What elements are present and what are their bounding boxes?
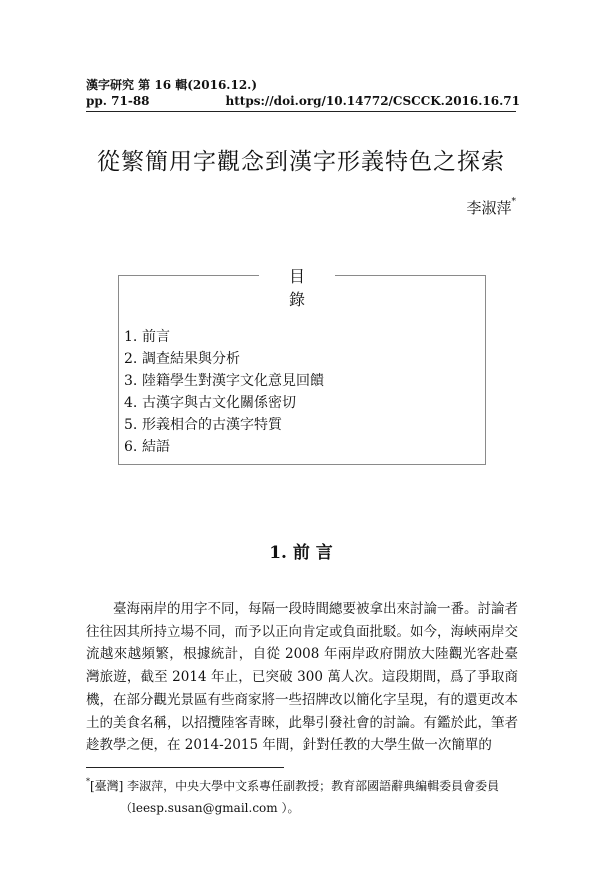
footnote-rule	[86, 767, 284, 768]
toc-item[interactable]: 2. 調查結果與分析	[124, 351, 240, 367]
body-paragraph: 臺海兩岸的用字不同，每隔一段時間總要被拿出來討論一番。討論者往往因其所持立場不同，而予以正向肯定或負面批駁。如今，海峽兩岸交流越來越頻繁，根據統計，自從 2008 年兩岸政府開放大陸觀光客赴臺灣旅遊，截至 2014 年止，已突破 300 萬人次。這段期間，爲了爭取商機，在部分觀光景區有些商家將一些招牌改以簡化字呈現，有的還更改本土的美食名稱，以招攬陸客青睞，此舉引發社會的討論。有鑑於此，筆者趁教學之便，在 2014-2015 年間，針對任教的大學生做一次簡單的	[86, 601, 518, 754]
toc-heading: 目 錄	[288, 267, 317, 309]
paper-title: 從繁簡用字觀念到漢字形義特色之探索	[97, 149, 505, 175]
doi-link[interactable]: https://doi.org/10.14772/CSCCK.2016.16.71	[225, 94, 520, 108]
header-rule	[86, 111, 516, 112]
toc-item[interactable]: 3. 陸籍學生對漢字文化意見回饋	[124, 373, 324, 389]
journal-info: 漢字研究 第 16 輯(2016.12.)	[86, 78, 258, 92]
toc-border-left	[118, 275, 259, 276]
footnote-mark: *	[86, 777, 90, 786]
page-range: pp. 71-88	[86, 94, 150, 108]
author-name: 李淑萍	[466, 199, 512, 217]
toc-item[interactable]: 6. 結語	[124, 439, 170, 455]
toc-list	[124, 326, 324, 458]
toc-item[interactable]: 4. 古漢字與古文化關係密切	[124, 395, 296, 411]
footnote-email: （leesp.susan@gmail.com ）。	[120, 801, 300, 815]
footnote-line-1: *[臺灣] 李淑萍，中央大學中文系專任副教授；教育部國語辭典編輯委員會委員	[86, 777, 500, 793]
author-footnote-mark: *	[511, 197, 516, 207]
toc-border-right	[335, 275, 485, 276]
toc-item[interactable]: 1. 前言	[124, 329, 170, 345]
toc-item[interactable]: 5. 形義相合的古漢字特質	[124, 417, 282, 433]
author	[466, 197, 516, 218]
section-heading: 1. 前 言	[269, 543, 333, 563]
